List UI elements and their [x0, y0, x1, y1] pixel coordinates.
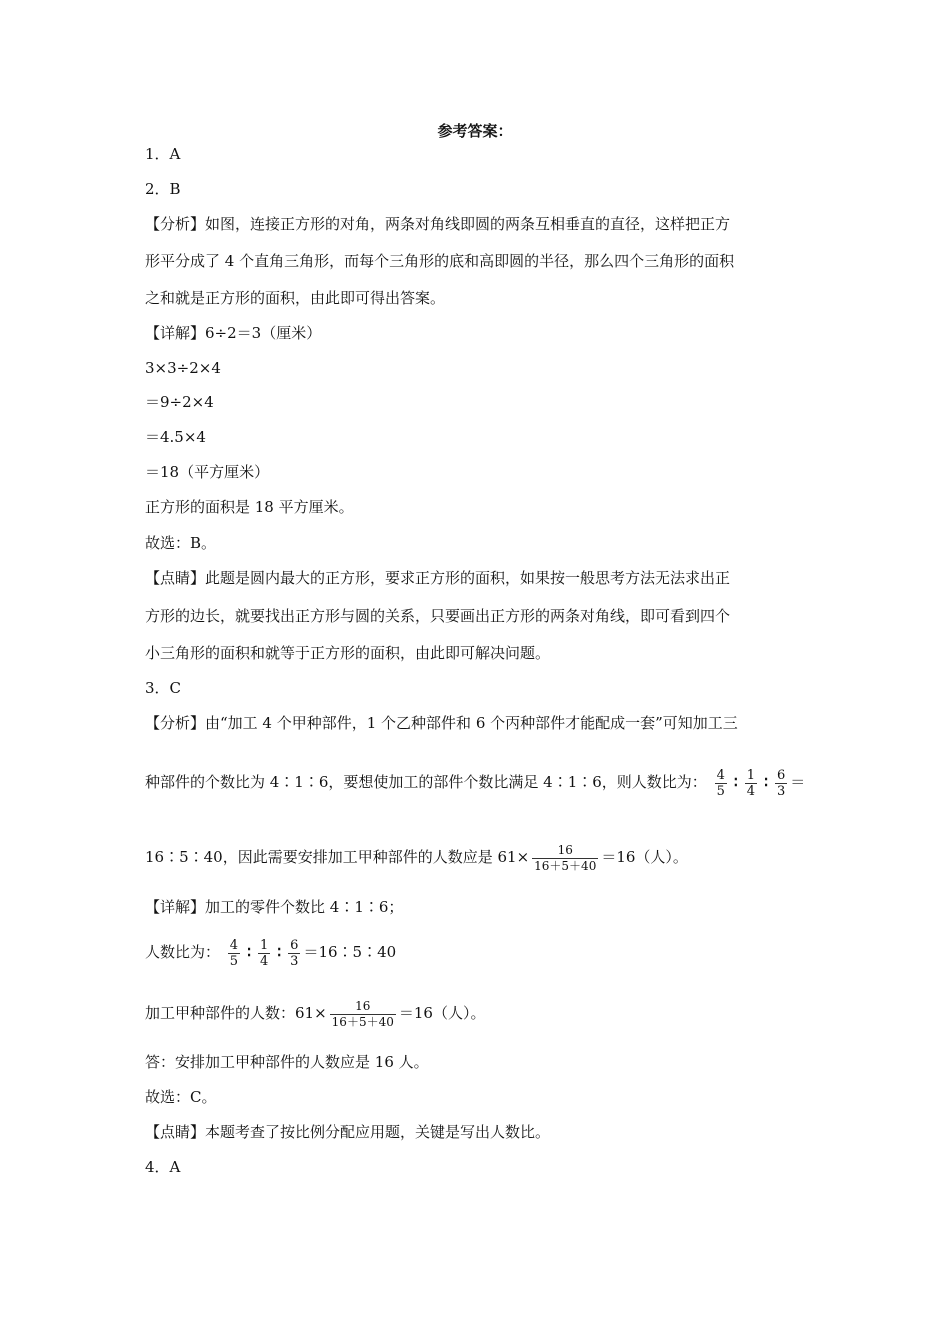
q3-answer: 答：安排加工甲种部件的人数应是 16 人。: [145, 1053, 429, 1071]
q3-detail-line: 【详解】加工的零件个数比 4∶1∶6；: [145, 898, 404, 916]
q2-analysis-line: 之和就是正方形的面积，由此即可得出答案。: [145, 289, 446, 307]
numerator: 16: [532, 843, 598, 859]
text: ＝16（人）。: [398, 1004, 486, 1022]
q2-analysis-line: 【分析】如图，连接正方形的对角，两条对角线即圆的两条互相垂直的直径，这样把正方: [145, 215, 731, 233]
q3-detail-ratio-line: [145, 932, 396, 972]
ratio-colon: ∶: [733, 773, 738, 791]
text: ＝: [790, 773, 806, 791]
numerator: 4: [229, 937, 239, 953]
denominator: 3: [776, 783, 786, 799]
q3-choice: 故选：C。: [145, 1088, 217, 1106]
fraction: [775, 768, 787, 799]
q2-detail-line: 【详解】6÷2＝3（厘米）: [145, 324, 322, 342]
answer-4: 4．A: [145, 1158, 181, 1176]
fraction: [532, 843, 598, 874]
fraction: [288, 938, 300, 969]
q2-detail-line: ＝9÷2×4: [145, 393, 214, 411]
ratio-colon: ∶: [764, 773, 768, 791]
q3-analysis-result-line: [145, 837, 688, 877]
text: 种部件的个数比为 4∶1∶6，要想使加工的部件个数比满足 4∶1∶6，则人数比为：: [145, 773, 707, 791]
text: 加工甲种部件的人数：61×: [145, 1004, 327, 1022]
fraction: [258, 938, 270, 969]
answer-3: 3．C: [145, 679, 182, 697]
q3-analysis-ratio-line: [145, 762, 805, 802]
denominator: 4: [746, 783, 756, 799]
ratio-colon: ∶: [247, 943, 251, 961]
q3-analysis-line: 【分析】由“加工 4 个甲种部件，1 个乙种部件和 6 个丙种部件才能配成一套”可知加工三: [145, 714, 738, 732]
q2-detail-line: 故选：B。: [145, 534, 217, 552]
q2-detail-line: ＝18（平方厘米）: [145, 463, 270, 481]
q2-comment-line: 小三角形的面积和就等于正方形的面积，由此即可解决问题。: [145, 644, 551, 662]
answer-2: 2．B: [145, 180, 181, 198]
text: ＝16∶5∶40: [303, 943, 397, 961]
q2-detail-line: 3×3÷2×4: [145, 359, 221, 377]
numerator: 6: [776, 767, 786, 783]
text: 人数比为：: [145, 943, 221, 961]
q3-comment: 【点睛】本题考查了按比例分配应用题，关键是写出人数比。: [145, 1123, 551, 1141]
answer-1: 1．A: [145, 145, 181, 163]
numerator: 6: [290, 937, 299, 953]
q3-detail-result-line: [145, 993, 485, 1033]
numerator: 1: [746, 767, 756, 783]
fraction: [715, 768, 727, 799]
denominator: 5: [716, 783, 725, 799]
page-title: 参考答案：: [437, 122, 513, 140]
fraction: [330, 999, 396, 1030]
denominator: 3: [290, 953, 299, 969]
q2-detail-line: 正方形的面积是 18 平方厘米。: [145, 498, 354, 516]
ratio-colon: ∶: [277, 943, 282, 961]
q2-analysis-line: 形平分成了 4 个直角三角形，而每个三角形的底和高即圆的半径，那么四个三角形的面积: [145, 252, 735, 270]
denominator: 5: [229, 953, 239, 969]
denominator: 16＋5＋40: [534, 858, 597, 873]
numerator: 4: [716, 767, 725, 783]
text: ＝16（人）。: [601, 848, 688, 866]
q2-comment-line: 【点睛】此题是圆内最大的正方形，要求正方形的面积，如果按一般思考方法无法求出正: [145, 569, 731, 587]
numerator: 16: [330, 999, 396, 1015]
fraction: [228, 938, 240, 969]
q2-detail-line: ＝4.5×4: [145, 428, 206, 446]
text: 16∶5∶40，因此需要安排加工甲种部件的人数应是 61×: [145, 848, 530, 866]
numerator: 1: [259, 937, 269, 953]
fraction: [745, 768, 757, 799]
q2-comment-line: 方形的边长，就要找出正方形与圆的关系，只要画出正方形的两条对角线，即可看到四个: [145, 607, 731, 625]
denominator: 16＋5＋40: [331, 1014, 394, 1029]
denominator: 4: [259, 953, 269, 969]
